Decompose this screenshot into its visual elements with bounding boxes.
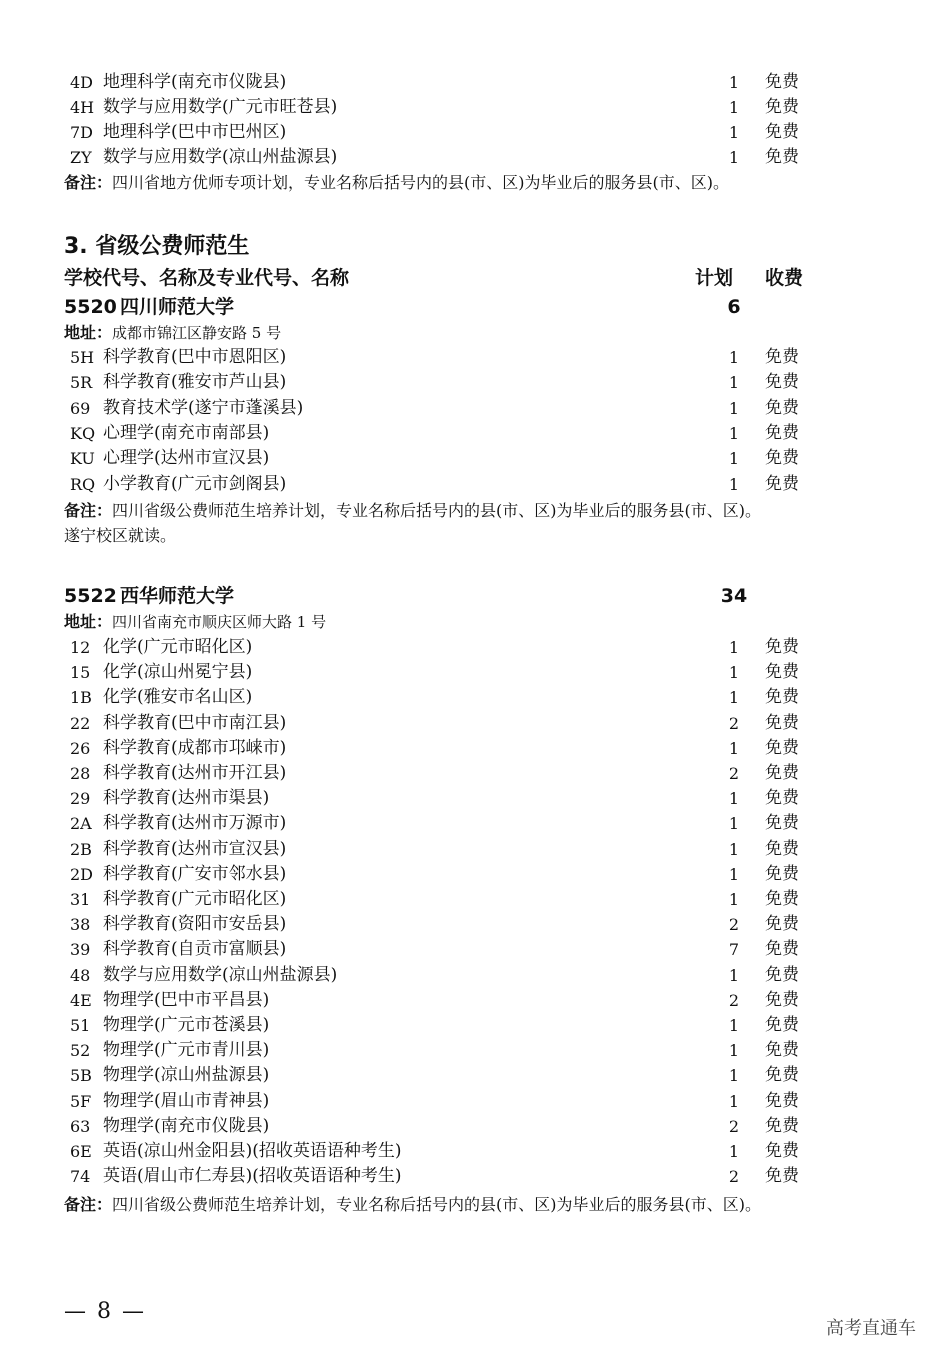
program-row <box>0 786 944 811</box>
program-row <box>0 660 944 685</box>
school-name: 四川师范大学 <box>120 296 235 318</box>
program-fee: 免费 <box>765 448 799 469</box>
program-plan: 1 <box>728 474 740 494</box>
program-row <box>0 912 944 937</box>
program-fee: 免费 <box>765 1141 799 1161</box>
address-text: 四川省南充市顺庆区师大路 1 号 <box>112 613 327 631</box>
program-row <box>0 345 944 370</box>
program-plan: 1 <box>728 638 740 657</box>
school-address <box>64 610 326 634</box>
program-name: 心理学(南充市南部县) <box>103 422 270 443</box>
program-plan: 2 <box>728 1116 740 1136</box>
program-plan: 1 <box>728 73 740 92</box>
program-code: 29 <box>70 789 91 809</box>
program-fee: 免费 <box>765 788 799 809</box>
program-fee: 免费 <box>765 838 799 859</box>
program-code: 48 <box>70 965 91 985</box>
school2-note-text: 四川省级公费师范生培养计划，专业名称后括号内的县(市、区)为毕业后的服务县(市、区)。 <box>112 1195 761 1214</box>
address-text: 成都市锦江区静安路 5 号 <box>112 324 282 342</box>
program-name: 地理科学(巴中市巴州区) <box>103 122 287 142</box>
program-row <box>0 761 944 786</box>
program-code: 63 <box>70 1116 91 1136</box>
address-label: 地址： <box>64 323 113 342</box>
program-row <box>0 736 944 761</box>
program-name: 科学教育(达州市开江县) <box>103 763 287 783</box>
program-fee: 免费 <box>765 737 799 758</box>
program-name: 科学教育(巴中市南江县) <box>103 712 287 733</box>
program-plan: 1 <box>728 148 740 167</box>
program-plan: 2 <box>728 1167 740 1187</box>
program-name: 地理科学(南充市仪陇县) <box>103 72 287 92</box>
program-name: 英语(凉山州金阳县)(招收英语语种考生) <box>103 1141 402 1161</box>
program-fee: 免费 <box>765 122 799 142</box>
program-code: 5H <box>70 348 95 367</box>
program-row <box>0 370 944 395</box>
program-row <box>0 963 944 988</box>
program-code: 38 <box>70 915 91 935</box>
program-row <box>0 472 944 497</box>
program-fee: 免费 <box>765 1090 799 1111</box>
program-row <box>0 1089 944 1114</box>
program-code: 31 <box>70 890 91 909</box>
program-fee: 免费 <box>765 347 799 367</box>
program-name: 物理学(巴中市平昌县) <box>103 989 270 1010</box>
program-name: 物理学(广元市青川县) <box>103 1040 270 1061</box>
program-code: 6E <box>70 1142 92 1161</box>
program-name: 科学教育(广安市邻水县) <box>103 863 287 884</box>
program-fee: 免费 <box>765 763 799 783</box>
program-plan: 1 <box>728 123 740 142</box>
program-plan: 1 <box>728 1041 740 1061</box>
program-row <box>0 862 944 887</box>
page-number: — 8 — <box>64 1299 146 1324</box>
program-fee: 免费 <box>765 1015 799 1035</box>
program-row <box>0 145 944 170</box>
program-fee: 免费 <box>765 147 799 167</box>
watermark: 高考直通车 <box>826 1318 916 1339</box>
program-plan: 1 <box>728 864 740 884</box>
program-fee: 免费 <box>765 473 799 494</box>
program-fee: 免费 <box>765 97 799 117</box>
program-row <box>0 811 944 836</box>
header-label: 学校代号、名称及专业代号、名称 <box>64 267 350 289</box>
program-fee: 免费 <box>765 863 799 884</box>
program-code: 12 <box>70 638 91 657</box>
program-plan: 1 <box>728 663 740 683</box>
program-name: 科学教育(广元市昭化区) <box>103 889 287 909</box>
program-name: 科学教育(资阳市安岳县) <box>103 914 287 935</box>
program-name: 科学教育(达州市渠县) <box>103 788 270 809</box>
program-plan: 1 <box>728 398 740 418</box>
program-plan: 1 <box>728 1016 740 1035</box>
program-fee: 免费 <box>765 1166 799 1187</box>
program-row <box>0 635 944 660</box>
program-row <box>0 887 944 912</box>
address-label: 地址： <box>64 612 113 631</box>
school-name: 西华师范大学 <box>120 585 235 607</box>
program-code: 4H <box>70 98 95 117</box>
program-code: 15 <box>70 663 91 683</box>
top-note-text: 四川省地方优师专项计划，专业名称后括号内的县(市、区)为毕业后的服务县(市、区)。 <box>112 173 729 192</box>
program-fee: 免费 <box>765 1065 799 1086</box>
program-code: 2B <box>70 839 92 859</box>
program-name: 化学(雅安市名山区) <box>103 687 253 708</box>
program-code: ZY <box>70 148 92 167</box>
program-plan: 1 <box>728 789 740 809</box>
school1-note-text: 四川省级公费师范生培养计划，专业名称后括号内的县(市、区)为毕业后的服务县(市、区)。 <box>112 501 761 520</box>
program-fee: 免费 <box>765 1115 799 1136</box>
program-name: 科学教育(雅安市芦山县) <box>103 372 287 393</box>
top-note-label: 备注： <box>64 173 113 192</box>
school2-note-label: 备注： <box>64 1195 113 1214</box>
section-title: 3. 省级公费师范生 <box>64 234 250 259</box>
header-plan: 计划 <box>695 267 734 289</box>
program-plan: 1 <box>728 688 740 708</box>
school1-note-label: 备注： <box>64 501 113 520</box>
program-row <box>0 446 944 471</box>
program-row <box>0 1063 944 1088</box>
program-name: 科学教育(达州市万源市) <box>103 813 287 834</box>
program-row <box>0 1038 944 1063</box>
program-name: 教育技术学(遂宁市蓬溪县) <box>103 397 304 418</box>
program-name: 科学教育(成都市邛崃市) <box>103 737 287 758</box>
program-name: 科学教育(自贡市富顺县) <box>103 939 287 960</box>
program-row <box>0 120 944 145</box>
program-name: 化学(凉山州冕宁县) <box>103 662 253 683</box>
program-plan: 1 <box>728 423 740 443</box>
program-plan: 1 <box>728 1066 740 1086</box>
program-code: 5B <box>70 1066 92 1086</box>
program-code: 4D <box>70 73 94 92</box>
program-name: 物理学(广元市苍溪县) <box>103 1015 270 1035</box>
program-fee: 免费 <box>765 397 799 418</box>
program-row <box>0 1164 944 1189</box>
program-name: 科学教育(巴中市恩阳区) <box>103 347 287 367</box>
program-plan: 1 <box>728 965 740 985</box>
program-code: 22 <box>70 713 91 733</box>
program-code: 52 <box>70 1041 91 1061</box>
program-code: 4E <box>70 990 92 1010</box>
program-name: 数学与应用数学(凉山州盐源县) <box>103 964 338 985</box>
program-code: 39 <box>70 940 91 960</box>
program-code: KU <box>70 449 95 469</box>
program-name: 心理学(达州市宣汉县) <box>103 448 270 469</box>
program-plan: 1 <box>728 1091 740 1111</box>
header-fee: 收费 <box>765 267 804 289</box>
program-code: 51 <box>70 1016 91 1035</box>
program-code: 7D <box>70 123 94 142</box>
table-header <box>0 264 944 292</box>
program-plan: 1 <box>728 98 740 117</box>
program-name: 物理学(眉山市青神县) <box>103 1090 270 1111</box>
program-row <box>0 711 944 736</box>
school-plan-total: 34 <box>720 585 748 607</box>
program-row <box>0 685 944 710</box>
program-row <box>0 988 944 1013</box>
program-code: 69 <box>70 398 91 418</box>
program-fee: 免费 <box>765 1040 799 1061</box>
program-code: 2A <box>70 814 92 834</box>
program-plan: 1 <box>728 373 740 393</box>
program-code: 26 <box>70 738 91 758</box>
program-code: KQ <box>70 423 96 443</box>
program-name: 小学教育(广元市剑阁县) <box>103 473 287 494</box>
program-fee: 免费 <box>765 372 799 393</box>
top-note <box>64 170 729 195</box>
program-fee: 免费 <box>765 889 799 909</box>
school-code: 5520 <box>64 296 117 318</box>
program-name: 物理学(凉山州盐源县) <box>103 1065 270 1086</box>
program-fee: 免费 <box>765 422 799 443</box>
school-code: 5522 <box>64 585 117 607</box>
school-address <box>64 321 281 345</box>
program-fee: 免费 <box>765 72 799 92</box>
program-row <box>0 837 944 862</box>
program-code: 1B <box>70 688 92 708</box>
program-plan: 1 <box>728 738 740 758</box>
program-name: 英语(眉山市仁寿县)(招收英语语种考生) <box>103 1166 402 1187</box>
program-row <box>0 421 944 446</box>
program-plan: 2 <box>728 990 740 1010</box>
program-row <box>0 1114 944 1139</box>
program-plan: 1 <box>728 449 740 469</box>
program-code: 2D <box>70 864 94 884</box>
program-fee: 免费 <box>765 662 799 683</box>
program-plan: 1 <box>728 839 740 859</box>
program-fee: 免费 <box>765 989 799 1010</box>
school1-note <box>64 498 761 523</box>
program-row <box>0 70 944 95</box>
program-code: RQ <box>70 474 96 494</box>
program-name: 数学与应用数学(凉山州盐源县) <box>103 147 338 167</box>
program-row <box>0 1139 944 1164</box>
school1-note-line2: 遂宁校区就读。 <box>64 526 177 545</box>
program-plan: 1 <box>728 348 740 367</box>
school-heading <box>0 293 944 321</box>
school-heading <box>0 582 944 610</box>
program-plan: 1 <box>728 890 740 909</box>
program-fee: 免费 <box>765 914 799 935</box>
school2-note <box>64 1192 761 1217</box>
program-row <box>0 1013 944 1038</box>
program-code: 74 <box>70 1167 91 1187</box>
program-fee: 免费 <box>765 712 799 733</box>
program-code: 5R <box>70 373 93 393</box>
school-plan-total: 6 <box>727 296 741 318</box>
program-fee: 免费 <box>765 637 799 657</box>
program-plan: 2 <box>728 764 740 783</box>
program-code: 28 <box>70 764 91 783</box>
program-name: 科学教育(达州市宣汉县) <box>103 838 287 859</box>
program-fee: 免费 <box>765 939 799 960</box>
program-name: 物理学(南充市仪陇县) <box>103 1115 270 1136</box>
program-fee: 免费 <box>765 813 799 834</box>
program-plan: 2 <box>728 713 740 733</box>
program-row <box>0 95 944 120</box>
program-name: 数学与应用数学(广元市旺苍县) <box>103 97 338 117</box>
program-fee: 免费 <box>765 964 799 985</box>
program-fee: 免费 <box>765 687 799 708</box>
program-row <box>0 396 944 421</box>
program-name: 化学(广元市昭化区) <box>103 637 253 657</box>
program-code: 5F <box>70 1091 92 1111</box>
program-plan: 7 <box>728 940 740 960</box>
program-plan: 2 <box>728 915 740 935</box>
program-plan: 1 <box>728 814 740 834</box>
program-row <box>0 937 944 962</box>
program-plan: 1 <box>728 1142 740 1161</box>
